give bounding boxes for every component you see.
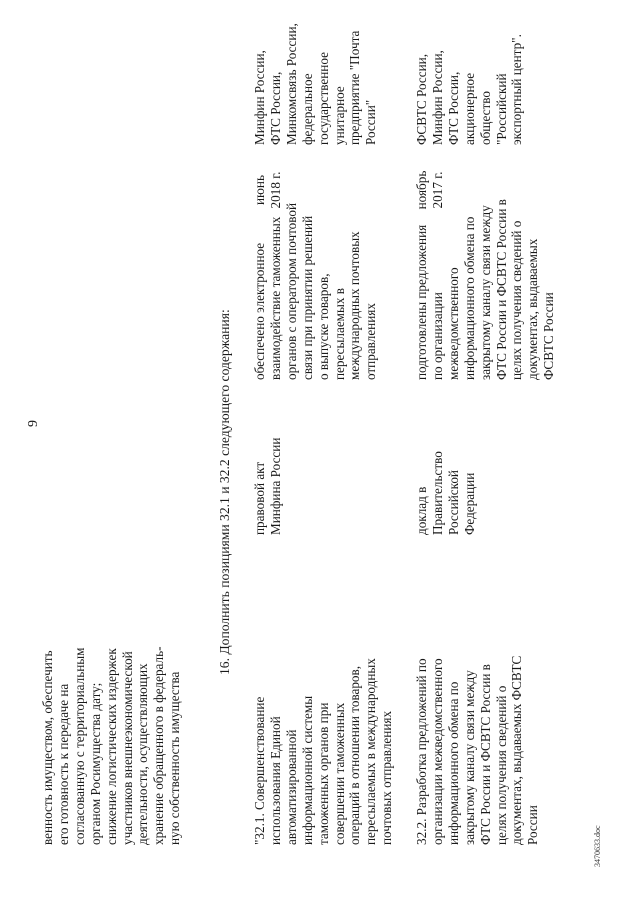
text-line: связи при принятии решений — [299, 215, 315, 380]
text-line: "Российский — [493, 73, 509, 145]
text-line: автоматизированной — [283, 729, 299, 845]
text-line: снижение логистических издержек — [103, 648, 119, 845]
text-line: организации межведомственного — [429, 658, 445, 845]
text-line: информационного обмена по — [461, 216, 477, 380]
text-line: государственное — [315, 52, 331, 145]
text-line: ноябрь — [414, 170, 429, 210]
text-line: целях получения сведений о — [493, 685, 509, 845]
text-line: взаимодействие таможенных — [267, 216, 283, 380]
text-line: Минфин России, — [252, 50, 267, 145]
text-line: органом Росимущества дату; — [87, 682, 103, 845]
amendment-intro: 16. Дополнить позициями 32.1 и 32.2 следующего содержания: — [217, 309, 232, 675]
text-line: согласованную с территориальным — [71, 647, 87, 845]
text-line: 2018 г. — [267, 171, 283, 209]
text-line: отправлениях — [363, 303, 379, 380]
text-line: подготовлены предложения — [414, 224, 429, 380]
page-number: 9 — [26, 420, 41, 427]
text-line: таможенных органов при — [315, 702, 331, 845]
text-line: 2017 г. — [429, 171, 445, 209]
text-line: ную собственность имущества — [167, 671, 183, 845]
deadline-cell — [252, 160, 284, 220]
text-line: ФТС России и ФСВТС России в — [477, 664, 493, 845]
responsible-cell — [252, 15, 379, 145]
text-line: его готовность к передаче на — [55, 683, 71, 845]
file-name-footer: 3470633.doc — [593, 825, 602, 867]
text-line: использования Единой — [267, 716, 283, 845]
text-line: предприятие "Почта — [347, 30, 363, 145]
text-line: России — [525, 805, 541, 845]
responsible-cell — [414, 15, 525, 145]
text-line: операций в отношении товаров, — [347, 665, 363, 845]
text-line: закрытому каналу связи между — [461, 670, 477, 845]
text-line: унитарное — [331, 86, 347, 145]
text-line: экспортный центр". — [509, 34, 525, 145]
text-line: Минфина России — [267, 437, 283, 535]
text-line: информационного обмена по — [445, 681, 461, 845]
document-type-cell — [414, 395, 478, 535]
text-line: почтовых отправлениях — [379, 710, 395, 845]
text-line: информационной системы — [299, 695, 315, 845]
text-line: о выпуске товаров, — [315, 273, 331, 380]
text-line: венность имуществом, обеспечить — [40, 650, 55, 845]
text-line: совершении таможенных — [331, 702, 347, 845]
text-line: Правительство — [429, 451, 445, 535]
text-line: ФСВТС России, — [414, 53, 429, 145]
text-line: доклад в — [414, 486, 429, 535]
text-line: закрытому каналу связи между — [477, 205, 493, 380]
text-line: ФТС России и ФСВТС России в — [493, 199, 509, 380]
text-line: пересылаемых в международных — [363, 658, 379, 845]
expected-result-cell — [414, 199, 557, 380]
document-type-cell — [252, 395, 284, 535]
text-line: обеспечено электронное — [252, 242, 267, 380]
text-line: деятельности, осуществляющих — [135, 663, 151, 845]
text-line: документах, выдаваемых ФСВТС — [509, 655, 525, 845]
text-line: органов с оператором почтовой — [283, 202, 299, 380]
text-line: 32.2. Разработка предложений по — [414, 658, 429, 845]
text-line: целях получения сведений о — [509, 220, 525, 380]
continued-text — [40, 575, 183, 845]
deadline-cell — [414, 160, 446, 220]
text-line: ФСВТС России — [541, 292, 557, 380]
text-line: Федерации — [461, 472, 477, 535]
text-line: ФТС России, — [445, 71, 461, 145]
text-line: федеральное — [299, 73, 315, 145]
text-line: Российской — [445, 470, 461, 535]
text-line: России" — [363, 99, 379, 145]
text-line: по организации — [429, 292, 445, 380]
expected-result-cell — [252, 202, 379, 380]
text-line: акционерное — [461, 72, 477, 145]
text-line: Минкомсвязь России, — [283, 23, 299, 145]
text-line: хранение обращенного в федераль- — [151, 646, 167, 845]
text-line: Минфин России, — [429, 50, 445, 145]
text-line: пересылаемых в — [331, 287, 347, 380]
text-line: участников внешнеэкономической — [119, 651, 135, 845]
text-line: правовой акт — [252, 461, 267, 535]
measure-cell — [252, 600, 395, 845]
text-line: международных почтовых — [347, 231, 363, 380]
text-line: июнь — [252, 175, 267, 205]
text-line: межведомственного — [445, 267, 461, 380]
measure-cell — [414, 600, 541, 845]
text-line: "32.1. Совершенствование — [252, 696, 267, 845]
text-line: ФТС России, — [267, 71, 283, 145]
text-line: документах, выдаваемых — [525, 238, 541, 380]
text-line: общество — [477, 91, 493, 145]
